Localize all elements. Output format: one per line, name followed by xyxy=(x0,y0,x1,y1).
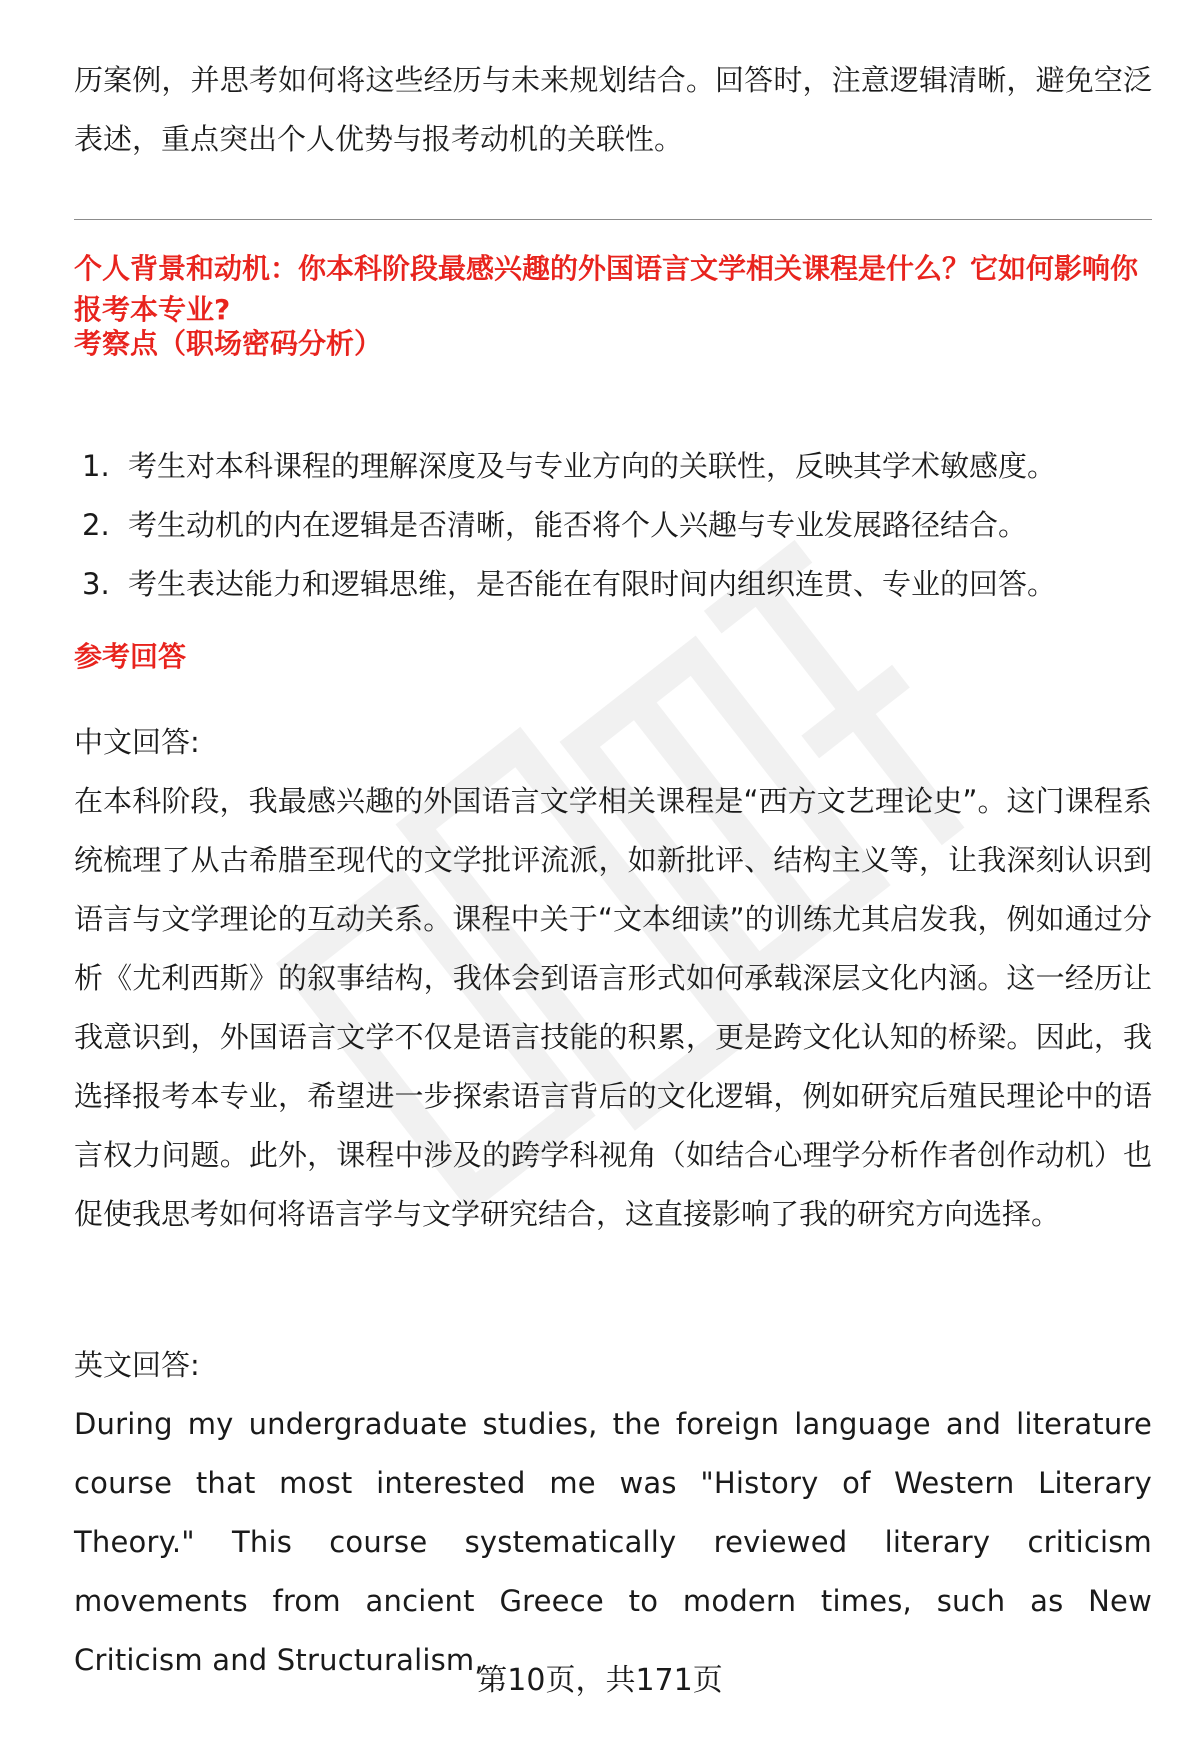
list-text: 考生表达能力和逻辑思维，是否能在有限时间内组织连贯、专业的回答。 xyxy=(128,567,1057,601)
reference-answer-heading: 参考回答 xyxy=(74,640,187,673)
chinese-answer-label: 中文回答: xyxy=(74,725,200,759)
exam-points-heading: 考察点（职场密码分析） xyxy=(74,327,383,360)
list-text: 考生动机的内在逻辑是否清晰，能否将个人兴趣与专业发展路径结合。 xyxy=(128,508,1028,542)
section-divider xyxy=(74,219,1152,220)
list-item xyxy=(82,437,1152,496)
english-answer-label: 英文回答: xyxy=(74,1348,200,1382)
intro-paragraph: 历案例，并思考如何将这些经历与未来规划结合。回答时，注意逻辑清晰，避免空泛表述，重点突出个人优势与报考动机的关联性。 xyxy=(74,63,1152,156)
exam-points-list xyxy=(82,437,1152,614)
list-number: 1. xyxy=(82,449,110,483)
page-footer: 第10页，共171页 xyxy=(477,1663,723,1698)
list-number: 3. xyxy=(82,567,110,601)
list-item xyxy=(82,496,1152,555)
chinese-answer-text: 在本科阶段，我最感兴趣的外国语言文学相关课程是“西方文艺理论史”。这门课程系统梳理了从古希腊至现代的文学批评流派，如新批评、结构主义等，让我深刻认识到语言与文学理论的互动关系。课程中关于“文本细读”的训练尤其启发我，例如通过分析《尤利西斯》的叙事结构，我体会到语言形式如何承载深层文化内涵。这一经历让我意识到，外国语言文学不仅是语言技能的积累，更是跨文化认知的桥梁。因此，我选择报考本专业，希望进一步探索语言背后的文化逻辑，例如研究后殖民理论中的语言权力问题。此外，课程中涉及的跨学科视角（如结合心理学分析作者创作动机）也促使我思考如何将语言学与文学研究结合，这直接影响了我的研究方向选择。 xyxy=(74,784,1152,1231)
english-answer-text: During my undergraduate studies, the foreign language and literature course that most interested me was "History of Western Literary Theory." This course systematically reviewed literary criticism movements from ancient Greece to modern times, such as New Criticism and Structuralism, xyxy=(74,1407,1152,1677)
question-heading: 个人背景和动机：你本科阶段最感兴趣的外国语言文学相关课程是什么？它如何影响你报考本专业? xyxy=(74,252,1139,326)
list-text: 考生对本科课程的理解深度及与专业方向的关联性，反映其学术敏感度。 xyxy=(128,449,1057,483)
list-item xyxy=(82,555,1152,614)
list-number: 2. xyxy=(82,508,110,542)
